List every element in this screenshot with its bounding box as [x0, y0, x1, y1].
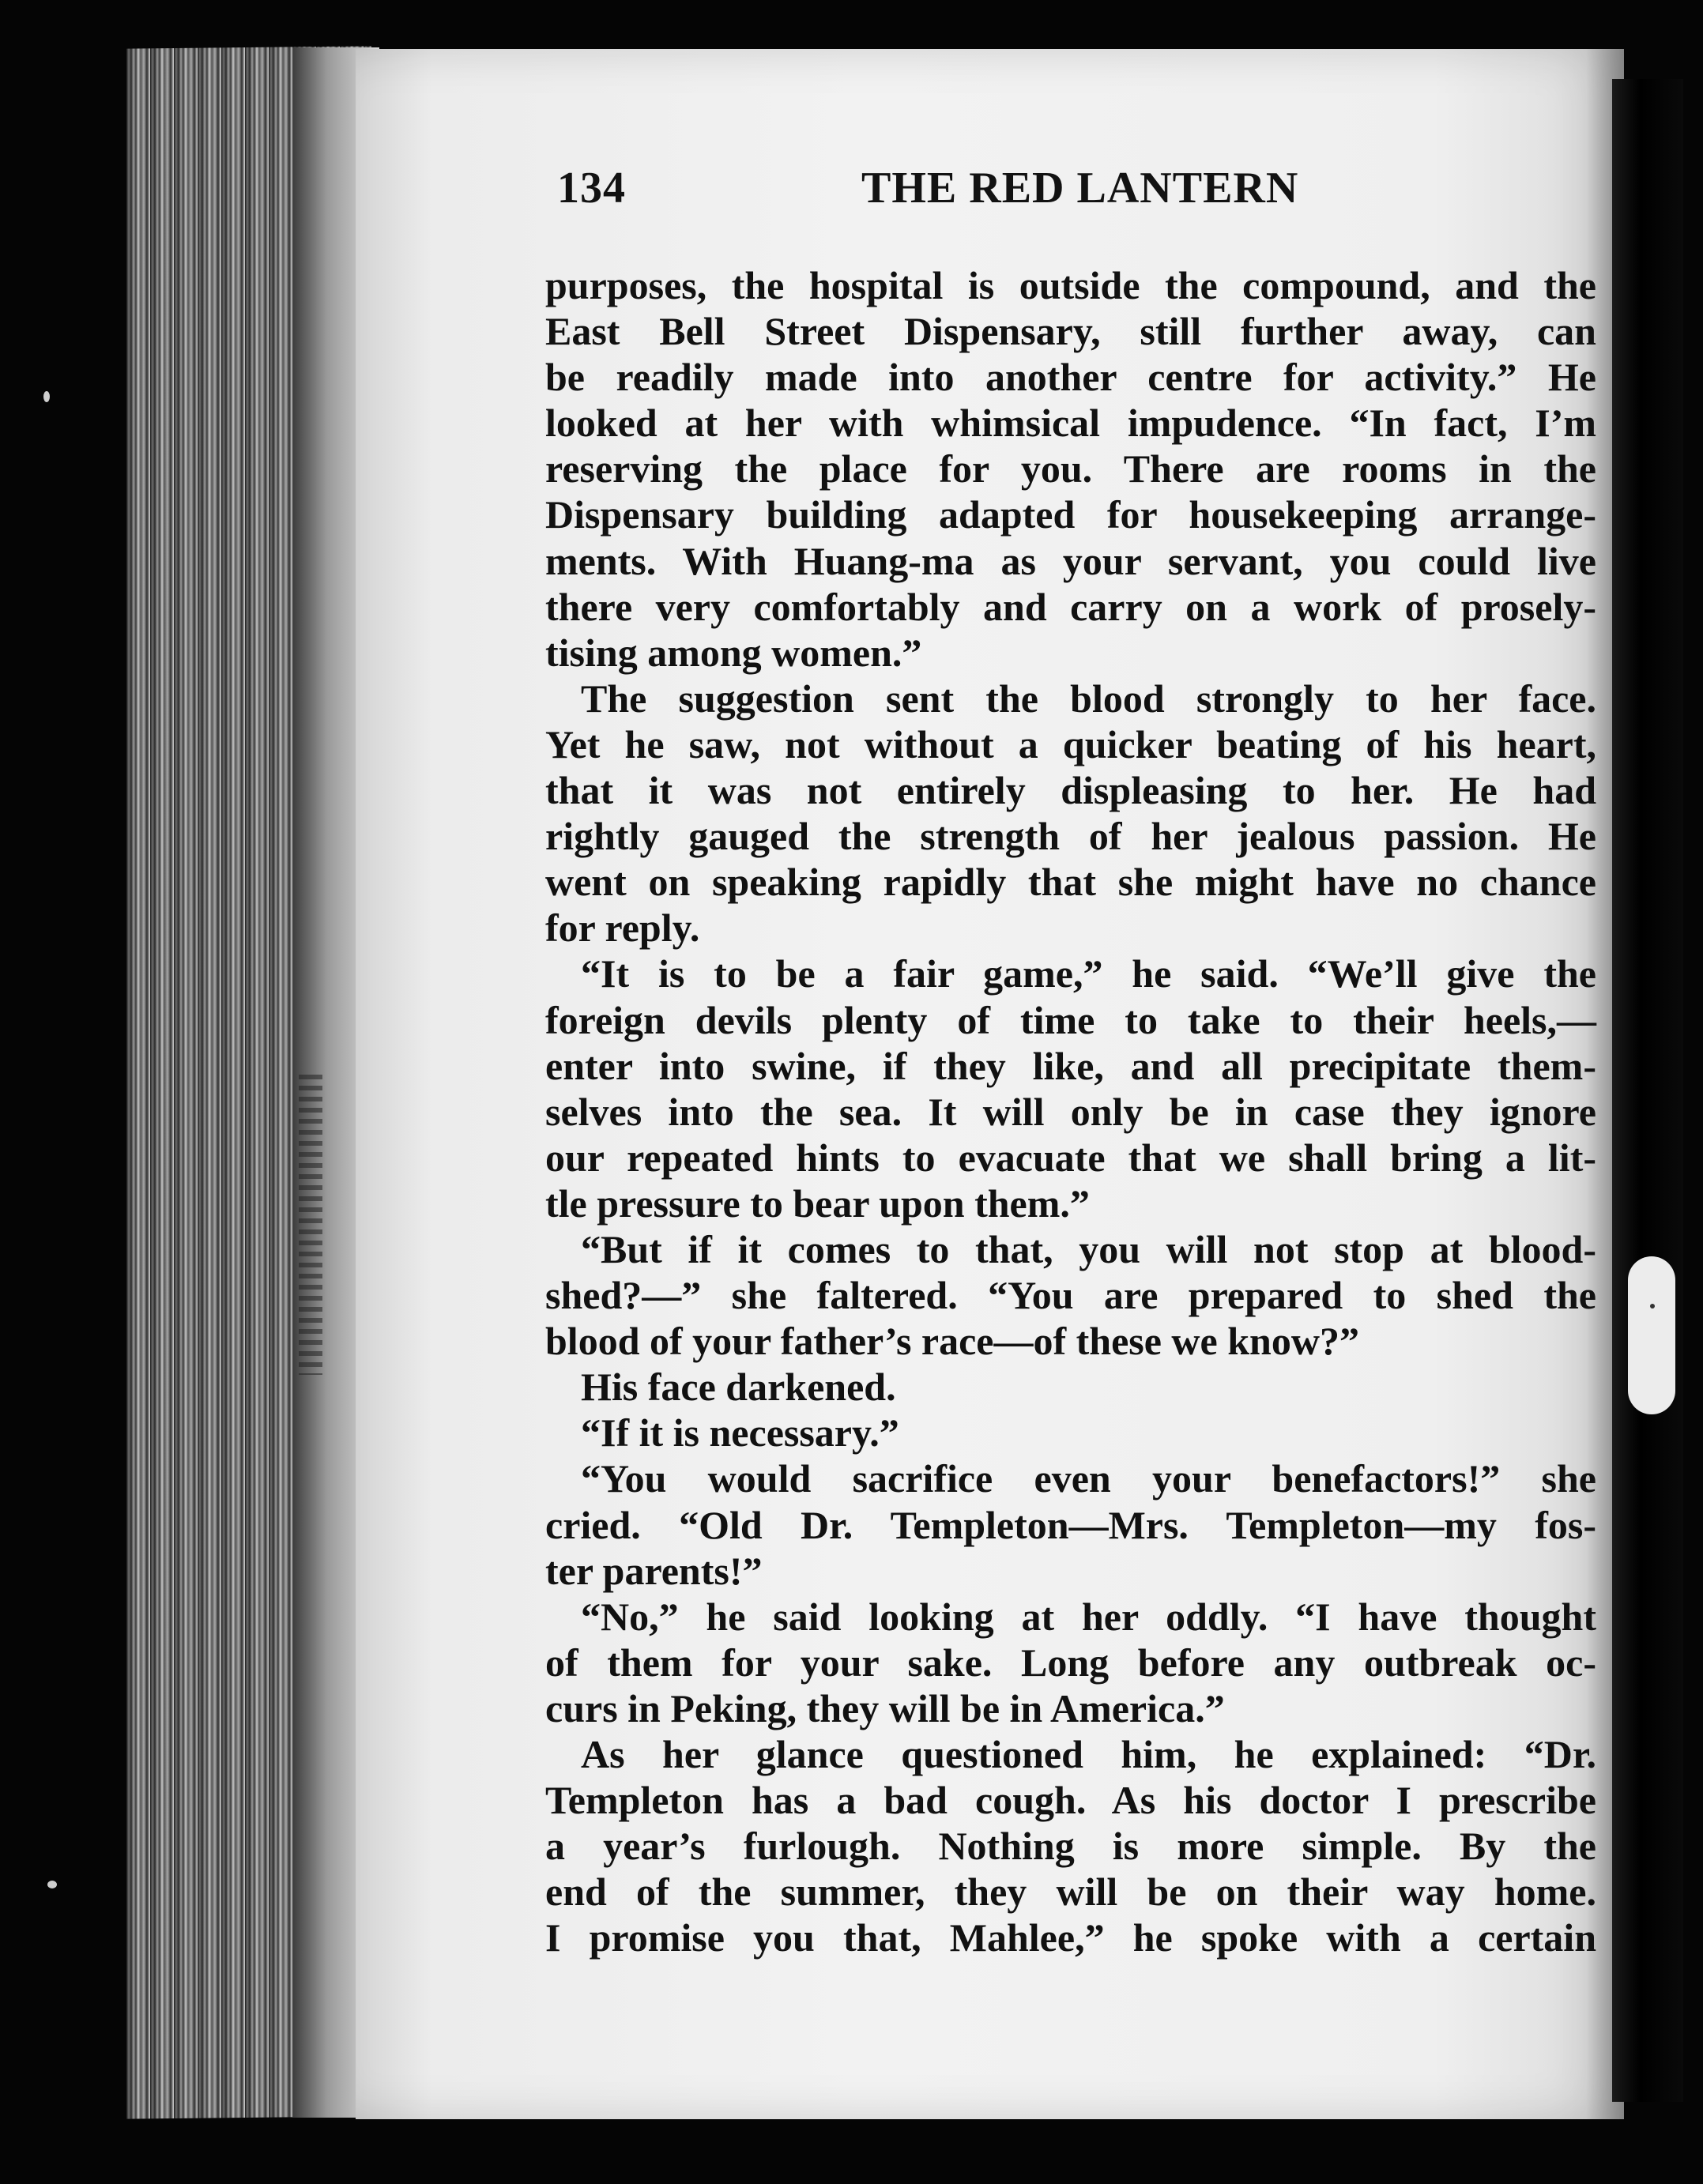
dust-speck [43, 391, 50, 402]
text-line: for reply. [545, 906, 700, 951]
text-line: Dispensary building adapted for housekeeping arrange- [545, 492, 1596, 537]
dust-speck [47, 1881, 57, 1888]
text-line: shed?—” she faltered. “You are prepared to shed the [545, 1273, 1596, 1318]
text-line: there very comfortably and carry on a work of prosely- [545, 584, 1596, 629]
text-line: “No,” he said looking at her oddly. “I have thought [581, 1594, 1596, 1639]
text-line: Templeton has a bad cough. As his doctor I prescribe [545, 1778, 1596, 1823]
spine-marking [299, 1075, 322, 1375]
text-line: I promise you that, Mahlee,” he spoke with a certain [545, 1915, 1596, 1960]
text-line: As her glance questioned him, he explained: “Dr. [581, 1732, 1596, 1776]
text-line: a year’s furlough. Nothing is more simple. By the [545, 1824, 1596, 1869]
text-line: “You would sacrifice even your benefactors!” she [581, 1456, 1596, 1501]
text-line: reserving the place for you. There are rooms in the [545, 446, 1596, 491]
text-line: curs in Peking, they will be in America.” [545, 1685, 1225, 1730]
text-line: Yet he saw, not without a quicker beating of his heart, [545, 721, 1596, 766]
text-line: tising among women.” [545, 630, 922, 675]
text-line: rightly gauged the strength of her jealous passion. He [545, 814, 1596, 859]
right-page-edge [1612, 79, 1683, 2102]
text-line: be readily made into another centre for activity.” He [545, 355, 1596, 400]
text-line: went on speaking rapidly that she might have no chance [545, 860, 1596, 905]
text-line: “If it is necessary.” [581, 1410, 899, 1455]
text-line: foreign devils plenty of time to take to their heels,— [545, 997, 1596, 1042]
text-line: that it was not entirely displeasing to her. He had [545, 768, 1596, 813]
running-title: THE RED LANTERN [861, 164, 1299, 213]
text-line: enter into swine, if they like, and all precipitate them- [545, 1043, 1596, 1088]
body-text [545, 262, 1596, 1960]
page-number: 134 [557, 164, 626, 213]
text-line: our repeated hints to evacuate that we shall bring a lit- [545, 1135, 1596, 1180]
text-line: East Bell Street Dispensary, still further away, can [545, 309, 1596, 354]
text-line: “But if it comes to that, you will not stop at blood- [581, 1226, 1596, 1271]
text-line: The suggestion sent the blood strongly to her face. [581, 676, 1596, 721]
dust-speck [1650, 1304, 1655, 1309]
text-line: blood of your father’s race—of these we know?” [545, 1319, 1359, 1364]
text-line: end of the summer, they will be on their way home. [545, 1870, 1596, 1915]
text-line: of them for your sake. Long before any outbreak oc- [545, 1640, 1596, 1685]
text-line: looked at her with whimsical impudence. “In fact, I’m [545, 401, 1596, 446]
text-line: ments. With Huang-ma as your servant, you could live [545, 538, 1596, 583]
text-line: His face darkened. [581, 1365, 896, 1410]
text-line: ter parents!” [545, 1548, 763, 1593]
clip-mark [1628, 1256, 1675, 1414]
text-line: tle pressure to bear upon them.” [545, 1180, 1090, 1226]
text-line: selves into the sea. It will only be in case they ignore [545, 1089, 1596, 1134]
text-line: “It is to be a fair game,” he said. “We’ll give the [581, 951, 1596, 996]
running-head [557, 163, 1316, 218]
text-line: cried. “Old Dr. Templeton—Mrs. Templeton—my fos- [545, 1502, 1596, 1547]
text-line: purposes, the hospital is outside the compound, and the [545, 263, 1596, 307]
